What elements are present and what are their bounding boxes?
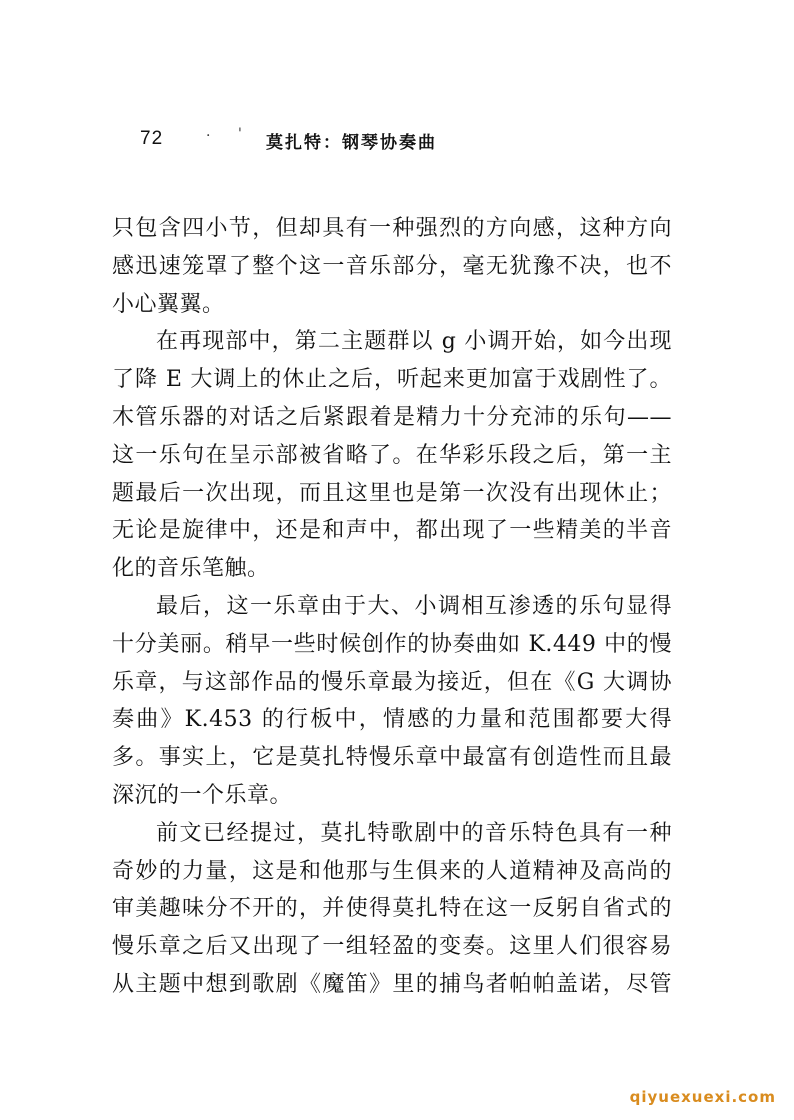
text-line: 化的音乐笔触。: [112, 556, 270, 582]
text-line: 慢乐章之后又出现了一组轻盈的变奏。这里人们很容易: [112, 934, 672, 960]
text-line: 深沉的一个乐章。: [112, 782, 293, 808]
text-line: 十分美丽。稍早一些时候创作的协奏曲如 K.449 中的慢: [112, 631, 672, 657]
body-text: [112, 210, 672, 1004]
text-line: 感迅速笼罩了整个这一音乐部分，毫无犹豫不决，也不: [112, 253, 672, 279]
text-line: 小心翼翼。: [112, 291, 225, 317]
text-line: 最后，这一乐章由于大、小调相互渗透的乐句显得: [156, 593, 672, 619]
text-line: 题最后一次出现，而且这里也是第一次没有出现休止；: [112, 480, 672, 506]
text-line: 木管乐器的对话之后紧跟着是精力十分充沛的乐句——: [112, 404, 672, 430]
text-line: 从主题中想到歌剧《魔笛》里的捕鸟者帕帕盖诺，尽管: [112, 971, 672, 997]
text-line: 审美趣味分不开的，并使得莫扎特在这一反躬自省式的: [112, 896, 672, 922]
text-line: 在再现部中，第二主题群以 g 小调开始，如今出现: [156, 329, 672, 355]
text-line: 奏曲》K.453 的行板中，情感的力量和范围都要大得: [112, 707, 672, 733]
text-line: 乐章，与这部作品的慢乐章最为接近，但在《G 大调协: [112, 669, 672, 695]
running-title: 莫扎特：钢琴协奏曲: [266, 133, 437, 153]
text-line: 多。事实上，它是莫扎特慢乐章中最富有创造性而且最: [112, 745, 672, 771]
text-line: 前文已经提过，莫扎特歌剧中的音乐特色具有一种: [156, 820, 672, 846]
page-number: 72: [140, 128, 164, 149]
site-watermark: qiyuexuexi.com: [629, 1088, 776, 1106]
text-line: 了降 E 大调上的休止之后，听起来更加富于戏剧性了。: [112, 367, 672, 393]
page-header: [140, 128, 540, 158]
header-mark: ': [238, 126, 242, 142]
text-line: 这一乐句在呈示部被省略了。在华彩乐段之后，第一主: [112, 442, 672, 468]
header-mark: ·: [206, 128, 211, 144]
text-line: 奇妙的力量，这是和他那与生俱来的人道精神及高尚的: [112, 858, 672, 884]
text-line: 无论是旋律中，还是和声中，都出现了一些精美的半音: [112, 518, 672, 544]
text-line: 只包含四小节，但却具有一种强烈的方向感，这种方向: [112, 216, 672, 241]
